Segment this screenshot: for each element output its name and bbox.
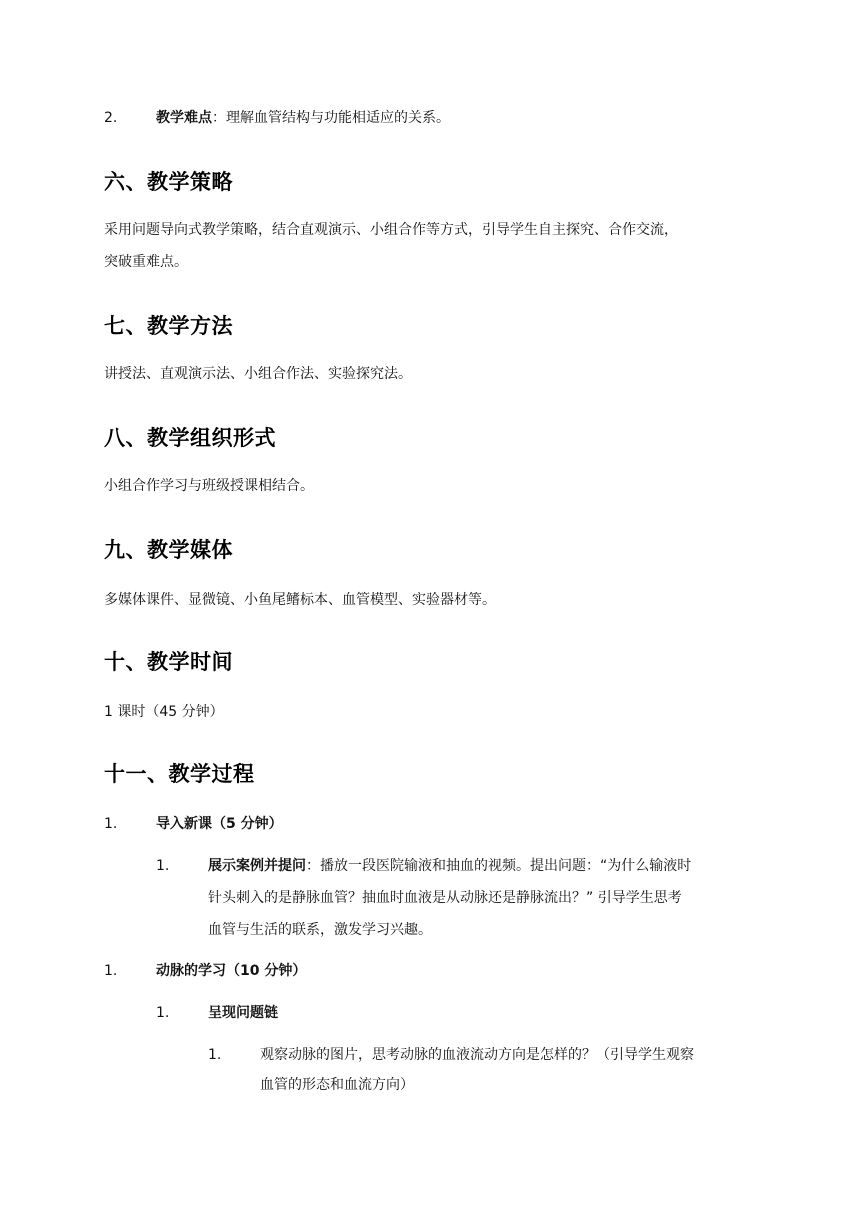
section-heading-organization: 八、教学组织形式 (104, 426, 276, 450)
media-paragraph (104, 584, 496, 616)
paragraph-line: 1 课时（45 分钟） (104, 704, 224, 720)
methods-paragraph (104, 358, 412, 390)
paragraph-line: 采用问题导向式教学策略，结合直观演示、小组合作等方式，引导学生自主探究、合作交流， (104, 222, 678, 238)
paragraph-line: 小组合作学习与班级授课相结合。 (104, 478, 314, 494)
item-text: 血管的形态和血流方向） (260, 1077, 414, 1093)
item-text: ：理解血管结构与功能相适应的关系。 (212, 110, 450, 126)
section-heading-process: 十一、教学过程 (104, 762, 255, 786)
item-label: 教学难点 (156, 110, 212, 126)
list-number: 1. (156, 1005, 170, 1021)
section-heading-strategy: 六、教学策略 (104, 170, 233, 194)
list-number: 1. (104, 816, 118, 832)
list-item-continuation (208, 923, 432, 937)
time-paragraph (104, 696, 224, 728)
paragraph-line: 突破重难点。 (104, 254, 188, 270)
list-number: 2. (104, 110, 118, 126)
list-number: 1. (208, 1047, 222, 1063)
paragraph-line: 讲授法、直观演示法、小组合作法、实验探究法。 (104, 366, 412, 382)
item-label: 导入新课（5 分钟） (156, 816, 283, 832)
item-label: 呈现问题链 (208, 1005, 278, 1021)
strategy-paragraph (104, 214, 678, 278)
list-number: 1. (104, 963, 118, 979)
item-text: 针头刺入的是静脉血管？抽血时血液是从动脉还是静脉流出？” 引导学生思考 (208, 890, 682, 906)
section-heading-methods: 七、教学方法 (104, 314, 233, 338)
item-text: ：播放一段医院输液和抽血的视频。提出问题：“为什么输液时 (306, 858, 692, 874)
section-heading-time: 十、教学时间 (104, 650, 233, 674)
item-label: 动脉的学习（10 分钟） (156, 963, 307, 979)
item-text: 血管与生活的联系，激发学习兴趣。 (208, 922, 432, 938)
paragraph-line: 多媒体课件、显微镜、小鱼尾鳍标本、血管模型、实验器材等。 (104, 592, 496, 608)
item-text: 观察动脉的图片，思考动脉的血液流动方向是怎样的？（引导学生观察 (260, 1047, 694, 1063)
list-item-continuation (208, 891, 682, 905)
organization-paragraph (104, 470, 314, 502)
list-number: 1. (156, 858, 170, 874)
section-heading-media: 九、教学媒体 (104, 538, 233, 562)
list-item-continuation (260, 1078, 414, 1092)
item-label: 展示案例并提问 (208, 858, 306, 874)
